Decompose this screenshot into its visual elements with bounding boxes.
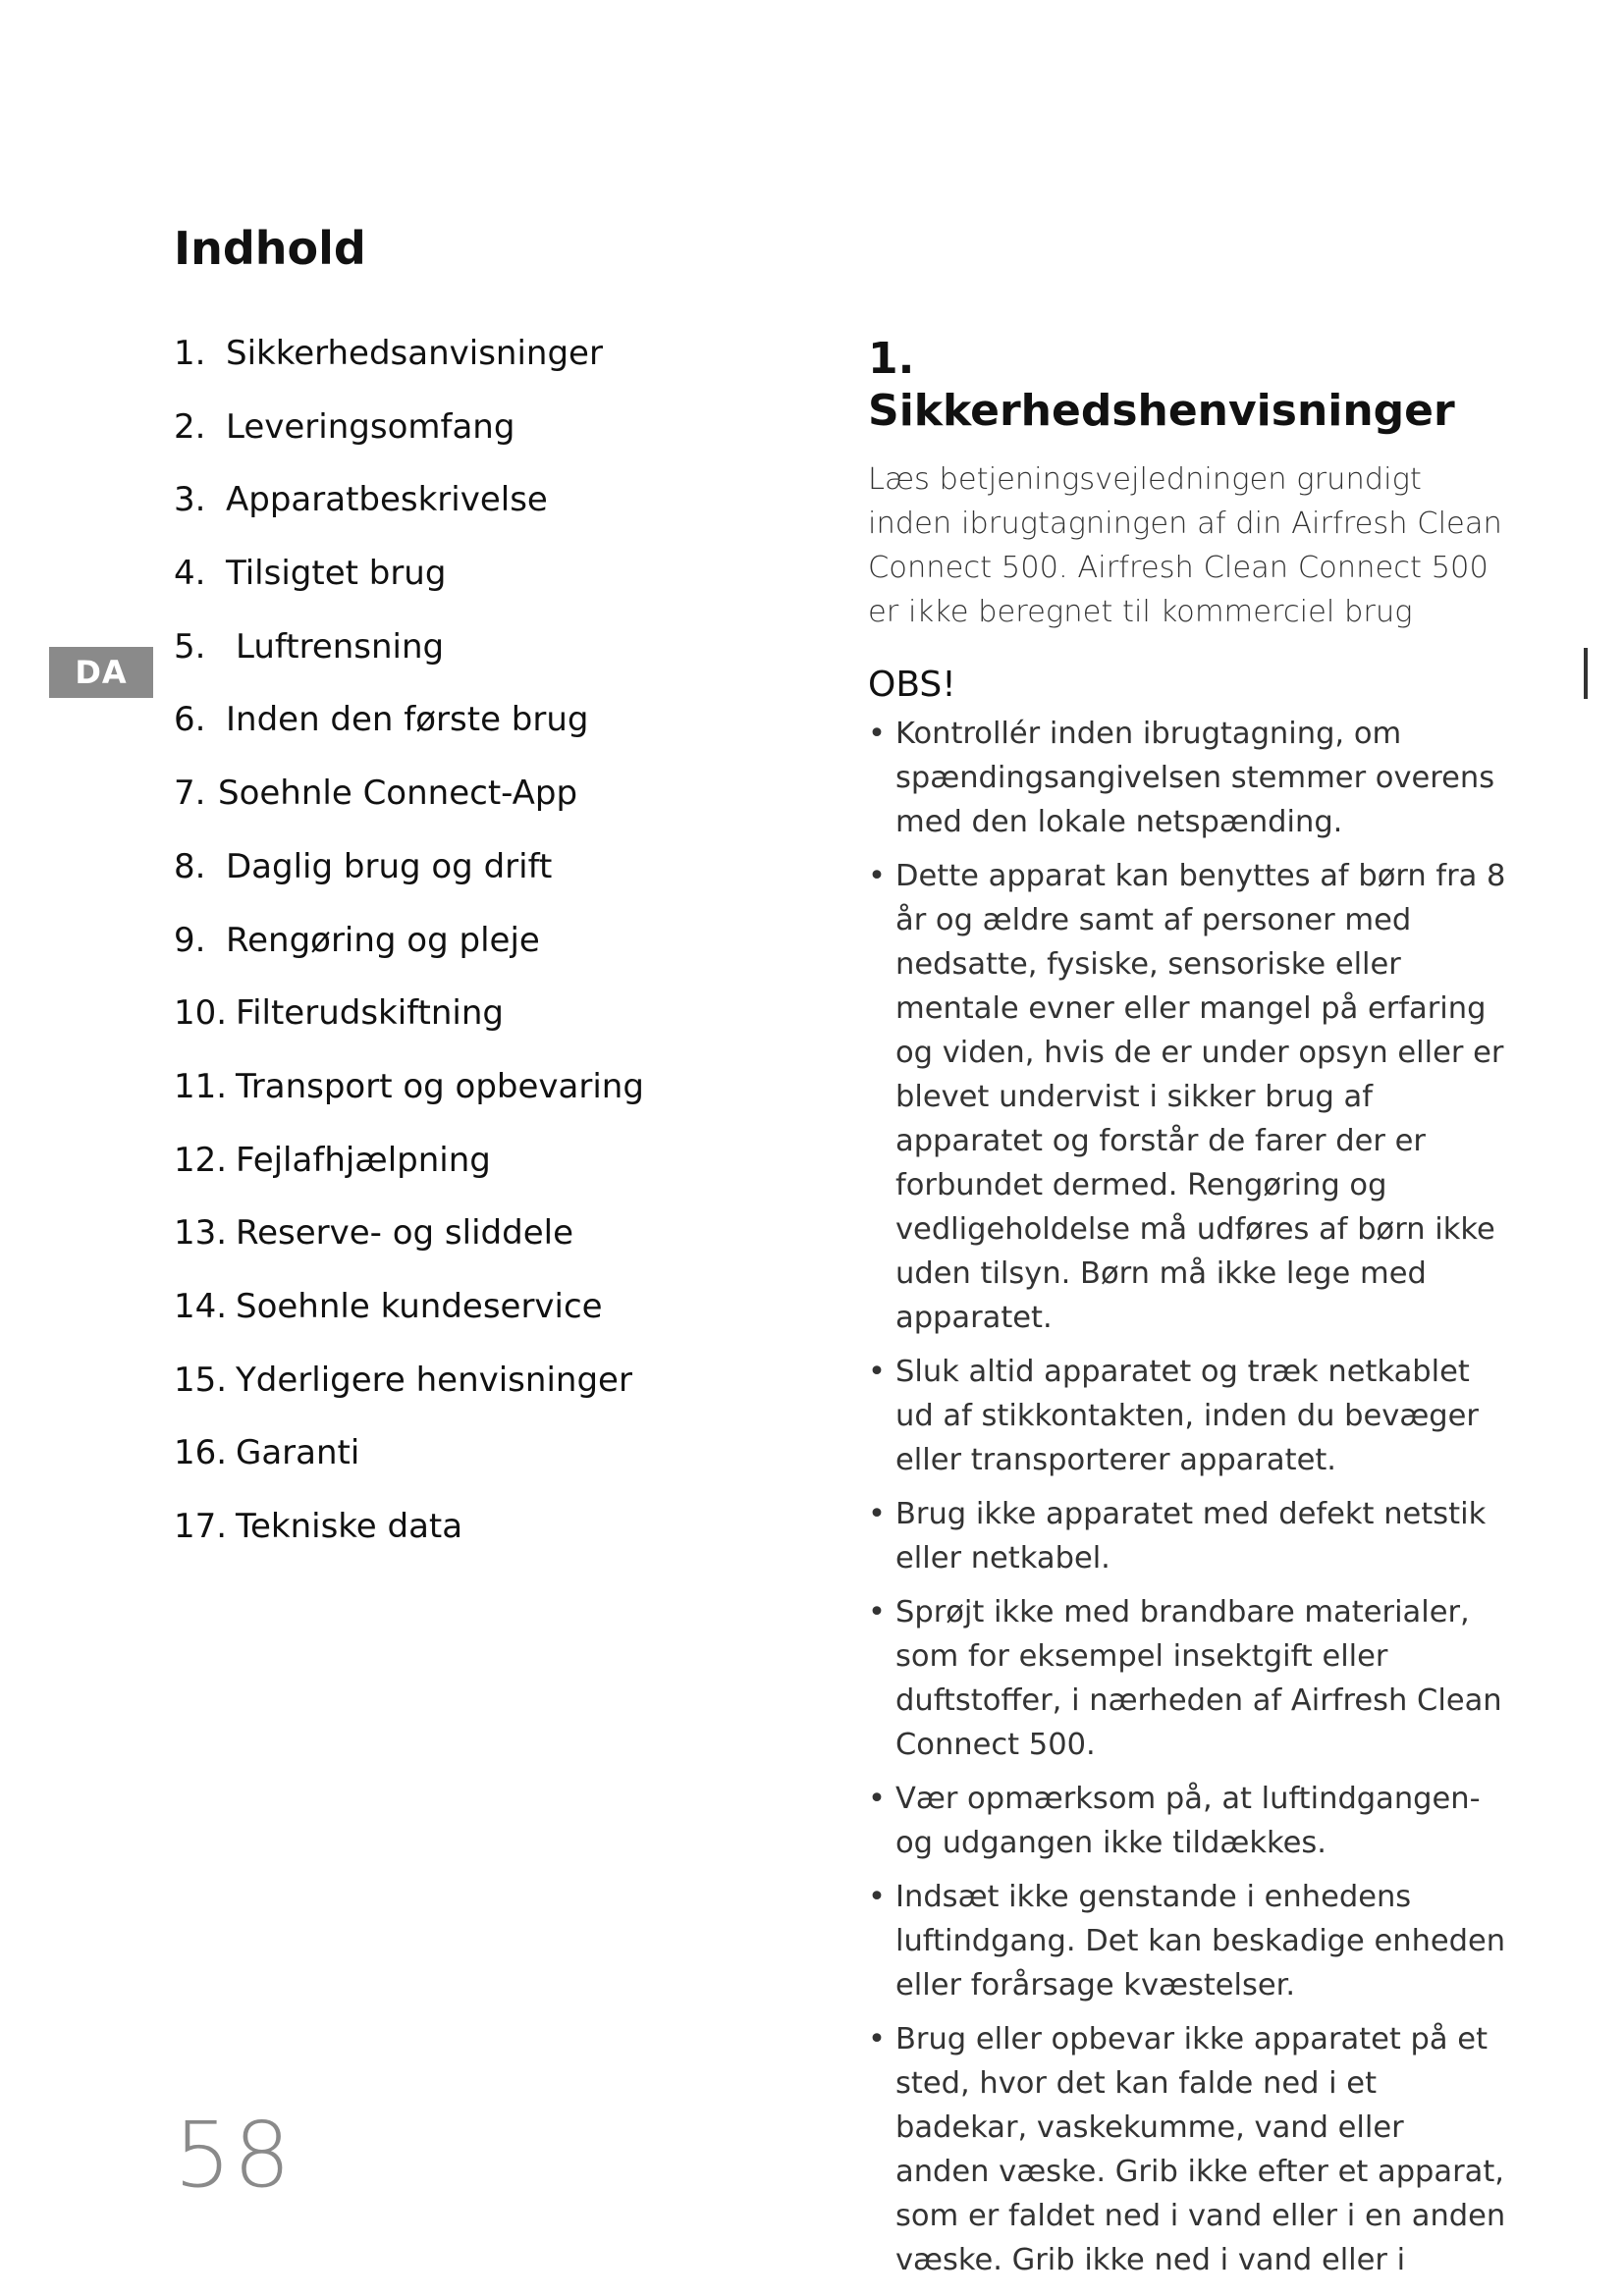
toc-item-label: Filterudskiftning: [236, 993, 505, 1034]
list-item-text: Sprøjt ikke med brandbare materialer, som for eksempel insektgift eller duftstoffer, i nærheden af Airfresh Clean Connect 500.: [895, 1594, 1502, 1762]
list-item: [868, 2017, 1506, 2282]
toc-item-label: Yderligere henvisninger: [236, 1360, 632, 1400]
toc-item-number: 3.: [174, 480, 206, 520]
toc-item-label: Leveringsomfang: [226, 406, 515, 447]
toc-item[interactable]: [174, 480, 724, 554]
toc-item[interactable]: [174, 554, 724, 627]
toc-item[interactable]: [174, 334, 724, 407]
toc-item-number: 16.: [174, 1433, 228, 1473]
toc-item[interactable]: [174, 1141, 724, 1214]
bullet-icon: •: [868, 858, 886, 893]
toc-item[interactable]: [174, 774, 724, 847]
list-item: [868, 1590, 1506, 1767]
toc-item[interactable]: [174, 407, 724, 481]
list-item-text: Sluk altid apparatet og træk netkablet ud af stikkontakten, inden du bevæger eller transporterer apparatet.: [895, 1354, 1479, 1477]
toc-item-label: Rengøring og pleje: [226, 920, 540, 960]
bullet-icon: •: [868, 1594, 886, 1629]
toc-item[interactable]: [174, 1287, 724, 1361]
obs-heading: OBS!: [868, 664, 956, 705]
list-item: [868, 1350, 1506, 1482]
bullet-icon: •: [868, 1781, 886, 1816]
toc-item-number: 4.: [174, 554, 206, 594]
toc-item-label: Fejlafhjælpning: [236, 1140, 491, 1180]
toc-title: Indhold: [174, 222, 366, 275]
toc-item-label: Luftrensning: [236, 626, 445, 667]
toc-item[interactable]: [174, 1067, 724, 1141]
list-item-text: Dette apparat kan benyttes af børn fra 8 år og ældre samt af personer med nedsatte, fysiske, sensoriske eller mentale evner eller mangel på erfaring og viden, hvis de er under opsyn eller er blevet undervist i sikker brug af apparatet og forstår de farer der er forbundet dermed. Rengøring og vedligeholdelse må udføres af børn ikke uden tilsyn. Børn må ikke lege med apparatet.: [895, 858, 1506, 1335]
bullet-icon: •: [868, 1354, 886, 1389]
toc-item-label: Daglig brug og drift: [226, 846, 553, 886]
toc-item[interactable]: [174, 1213, 724, 1287]
toc-item-label: Apparatbeskrivelse: [226, 480, 548, 520]
toc-item[interactable]: [174, 1433, 724, 1507]
toc-item-label: Garanti: [236, 1433, 360, 1473]
list-item-text: Kontrollér inden ibrugtagning, om spændingsangivelsen stemmer overens med den lokale netspænding.: [895, 716, 1495, 839]
toc-item[interactable]: [174, 700, 724, 774]
toc-item[interactable]: [174, 921, 724, 994]
toc-item[interactable]: [174, 847, 724, 921]
toc-item-number: 1.: [174, 334, 206, 373]
toc-item[interactable]: [174, 993, 724, 1067]
list-item: [868, 1777, 1506, 1865]
bullet-icon: •: [868, 1879, 886, 1914]
toc-item-number: 11.: [174, 1066, 228, 1106]
toc-item-number: 8.: [174, 846, 206, 886]
toc-item[interactable]: [174, 1507, 724, 1580]
language-tab: DA: [49, 647, 153, 698]
toc-item-label: Soehnle kundeservice: [236, 1286, 603, 1326]
toc-item-number: 13.: [174, 1213, 228, 1254]
list-item: [868, 854, 1506, 1340]
margin-change-bar: [1584, 648, 1588, 699]
toc-item[interactable]: [174, 627, 724, 701]
toc-item-label: Transport og opbevaring: [236, 1066, 644, 1106]
toc-item-label: Tilsigtet brug: [226, 554, 447, 594]
list-item-text: Brug eller opbevar ikke apparatet på et sted, hvor det kan falde ned i et badekar, vaskekumme, vand eller anden væske. Grib ikke efter et apparat, som er faldet ned i vand eller i en anden væske. Grib ikke ned i vand eller i: [895, 2021, 1506, 2277]
section-intro: Læs betjeningsvejledningen grundigt inden ibrugtagningen af din Airfresh Clean Connect 500. Airfresh Clean Connect 500 er ikke beregnet til kommerciel brug: [868, 461, 1502, 629]
list-item: [868, 1875, 1506, 2007]
toc-item-label: Sikkerhedsanvisninger: [226, 334, 603, 373]
list-item: [868, 1492, 1506, 1580]
safety-section: [868, 334, 1506, 2292]
section-title: 1. Sikkerhedshenvisninger: [868, 334, 1455, 436]
toc-item-number: 2.: [174, 406, 206, 447]
page-number: 58: [174, 2103, 294, 2208]
toc-item[interactable]: [174, 1361, 724, 1434]
toc-item-label: Inden den første brug: [226, 700, 589, 740]
bullet-icon: •: [868, 1496, 886, 1531]
table-of-contents: [174, 334, 724, 1580]
list-item-text: Indsæt ikke genstande i enhedens luftindgang. Det kan beskadige enheden eller forårsage kvæstelser.: [895, 1879, 1506, 2002]
toc-item-number: 6.: [174, 700, 206, 740]
safety-list: [868, 712, 1506, 2282]
toc-item-label: Soehnle Connect-App: [218, 774, 578, 814]
toc-item-number: 17.: [174, 1507, 228, 1546]
list-item-text: Vær opmærksom på, at luftindgangen- og udgangen ikke tildækkes.: [895, 1781, 1481, 1860]
toc-item-number: 15.: [174, 1360, 228, 1400]
toc-item-number: 7.: [174, 774, 206, 814]
toc-item-number: 12.: [174, 1140, 228, 1180]
toc-item-label: Reserve- og sliddele: [236, 1213, 573, 1254]
toc-item-number: 5.: [174, 626, 206, 667]
toc-item-number: 14.: [174, 1286, 228, 1326]
list-item: [868, 712, 1506, 844]
list-item-text: Brug ikke apparatet med defekt netstik eller netkabel.: [895, 1496, 1487, 1575]
bullet-icon: •: [868, 2021, 886, 2056]
toc-item-number: 9.: [174, 920, 206, 960]
bullet-icon: •: [868, 716, 886, 751]
toc-item-label: Tekniske data: [236, 1507, 463, 1546]
toc-item-number: 10.: [174, 993, 228, 1034]
